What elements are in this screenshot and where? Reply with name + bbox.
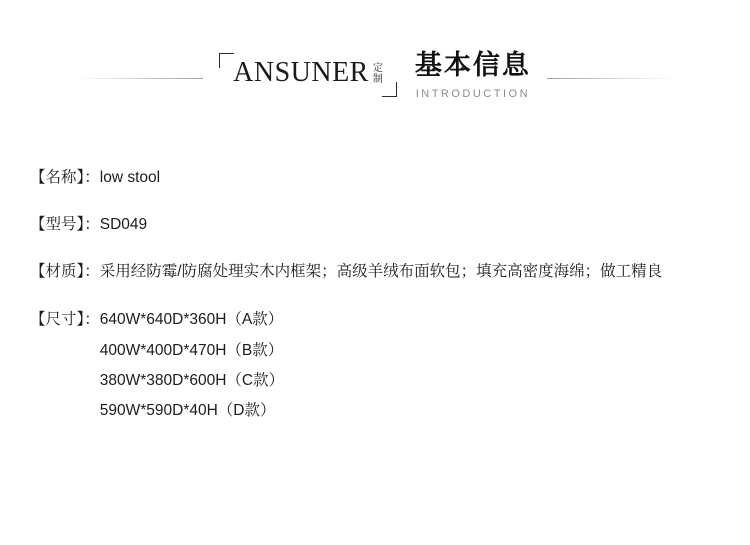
page-header xyxy=(0,0,750,150)
spec-label-model: 【型号】： xyxy=(30,216,100,234)
header-inner xyxy=(0,50,750,99)
size-option-d: 590W*590D*40H（D款） xyxy=(99,402,276,420)
brand-subtext-bottom: 制 xyxy=(372,73,383,85)
size-option-a: 640W*640D*360H（A款） xyxy=(99,311,284,329)
spec-value-material: 采用经防霉/防腐处理实木内框架；高级羊绒布面软包；填充高密度海绵；做工精良 xyxy=(99,263,663,281)
divider-line-left xyxy=(75,78,203,79)
brand-name: ANSUNER xyxy=(233,56,369,88)
spec-label-material: 【材质】： xyxy=(30,263,100,281)
page-subtitle: INTRODUCTION xyxy=(415,87,531,100)
size-option-b: 400W*400D*470H（B款） xyxy=(99,341,284,359)
spec-row-model xyxy=(30,211,720,238)
spec-row-size xyxy=(30,305,720,426)
spec-value-model: SD049 xyxy=(99,216,148,234)
spec-value-size-list xyxy=(100,305,284,426)
spec-row-name xyxy=(30,164,720,191)
size-option-c: 380W*380D*600H（C款） xyxy=(99,371,285,389)
bracket-bottom-right-icon xyxy=(382,82,397,97)
spec-label-size: 【尺寸】： xyxy=(30,311,100,329)
divider-line-right xyxy=(547,78,675,79)
page-title: 基本信息 xyxy=(414,50,531,81)
spec-label-name: 【名称】： xyxy=(30,169,100,186)
spec-row-material xyxy=(30,258,720,285)
brand-row xyxy=(233,56,383,88)
spec-value-name: low stool xyxy=(99,169,161,186)
spec-list xyxy=(0,150,750,426)
page-title-block xyxy=(415,50,531,99)
brand-logo xyxy=(219,53,397,97)
brand-subtext-top: 定 xyxy=(372,62,383,74)
bracket-top-left-icon xyxy=(219,53,234,68)
